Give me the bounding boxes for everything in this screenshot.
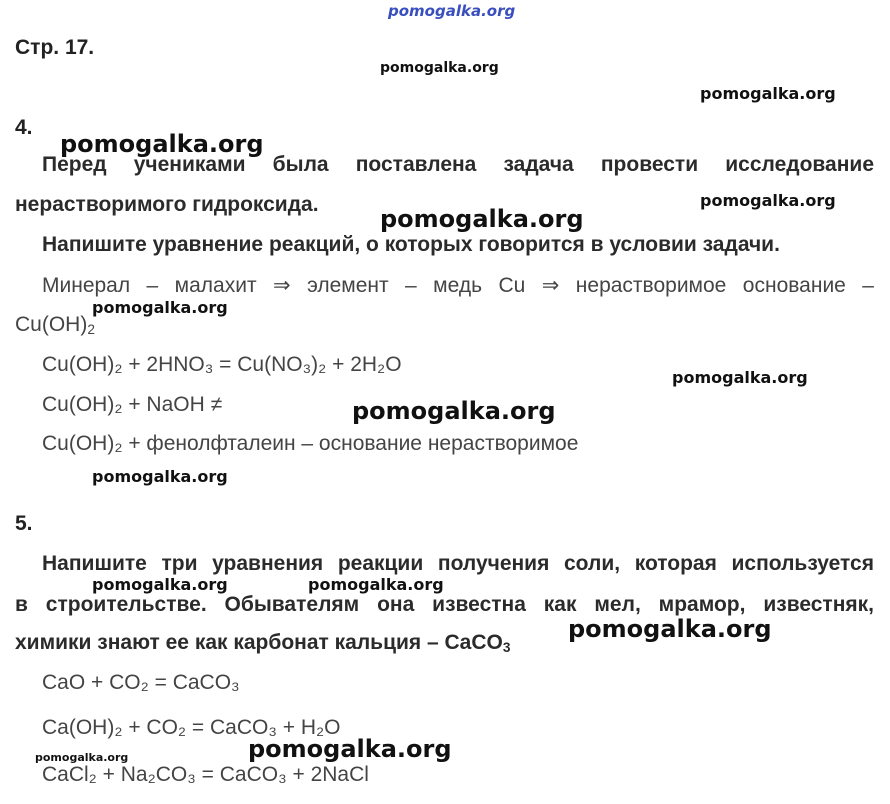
task4-chain-line1: Минерал – малахит ⇒ элемент – медь Cu ⇒ нерастворимое основание – <box>42 274 874 297</box>
watermark: pomogalka.org <box>380 60 499 76</box>
watermark: pomogalka.org <box>60 130 264 158</box>
watermark: pomogalka.org <box>700 191 836 210</box>
watermark: pomogalka.org <box>308 575 444 594</box>
task4-chain-line2 <box>15 313 95 337</box>
watermark: pomogalka.org <box>380 205 584 233</box>
task-number-4: 4. <box>15 116 33 139</box>
watermark-top: pomogalka.org <box>388 2 516 20</box>
task5-text-line3 <box>15 631 510 655</box>
page-title: Стр. 17. <box>15 36 95 59</box>
task4-instruction: Напишите уравнение реакций, о которых говорится в условии задачи. <box>42 233 780 256</box>
task5-text-line1: Напишите три уравнения реакции получения соли, которая используется <box>42 552 874 575</box>
formula: Cu(OH) <box>15 313 88 336</box>
task5-equation-2: Ca(OH)₂ + CO₂ = CaCO₃ + H₂O <box>42 716 341 739</box>
task4-text-line1: Перед учениками была поставлена задача провести исследование <box>42 153 874 176</box>
task4-text-line2: нерастворимого гидроксида. <box>15 193 319 216</box>
task4-equation-1: Cu(OH)₂ + 2HNO₃ = Cu(NO₃)₂ + 2H₂O <box>42 353 402 376</box>
watermark: pomogalka.org <box>568 615 772 643</box>
watermark: pomogalka.org <box>672 368 808 387</box>
task-number-5: 5. <box>15 512 33 535</box>
watermark: pomogalka.org <box>92 298 228 317</box>
subscript: 3 <box>502 640 511 655</box>
task4-equation-2: Cu(OH)₂ + NaOH ≠ <box>42 393 223 416</box>
task5-text-line3-content: химики знают ее как карбонат кальция – CaCO <box>15 631 503 654</box>
task5-equation-3: CaCl₂ + Na₂CO₃ = CaCO₃ + 2NaCl <box>42 763 369 786</box>
watermark: pomogalka.org <box>92 575 228 594</box>
subscript: 2 <box>87 322 95 337</box>
task4-equation-3: Cu(OH)₂ + фенолфталеин – основание нерастворимое <box>42 432 579 455</box>
watermark: pomogalka.org <box>700 84 836 103</box>
task5-text-line2: в строительстве. Обывателям она известна как мел, мрамор, известняк, <box>15 593 874 616</box>
watermark: pomogalka.org <box>248 735 452 763</box>
watermark: pomogalka.org <box>352 397 556 425</box>
watermark: pomogalka.org <box>92 467 228 486</box>
watermark: pomogalka.org <box>35 751 129 764</box>
task5-equation-1: CaO + CO₂ = CaCO₃ <box>42 671 240 694</box>
